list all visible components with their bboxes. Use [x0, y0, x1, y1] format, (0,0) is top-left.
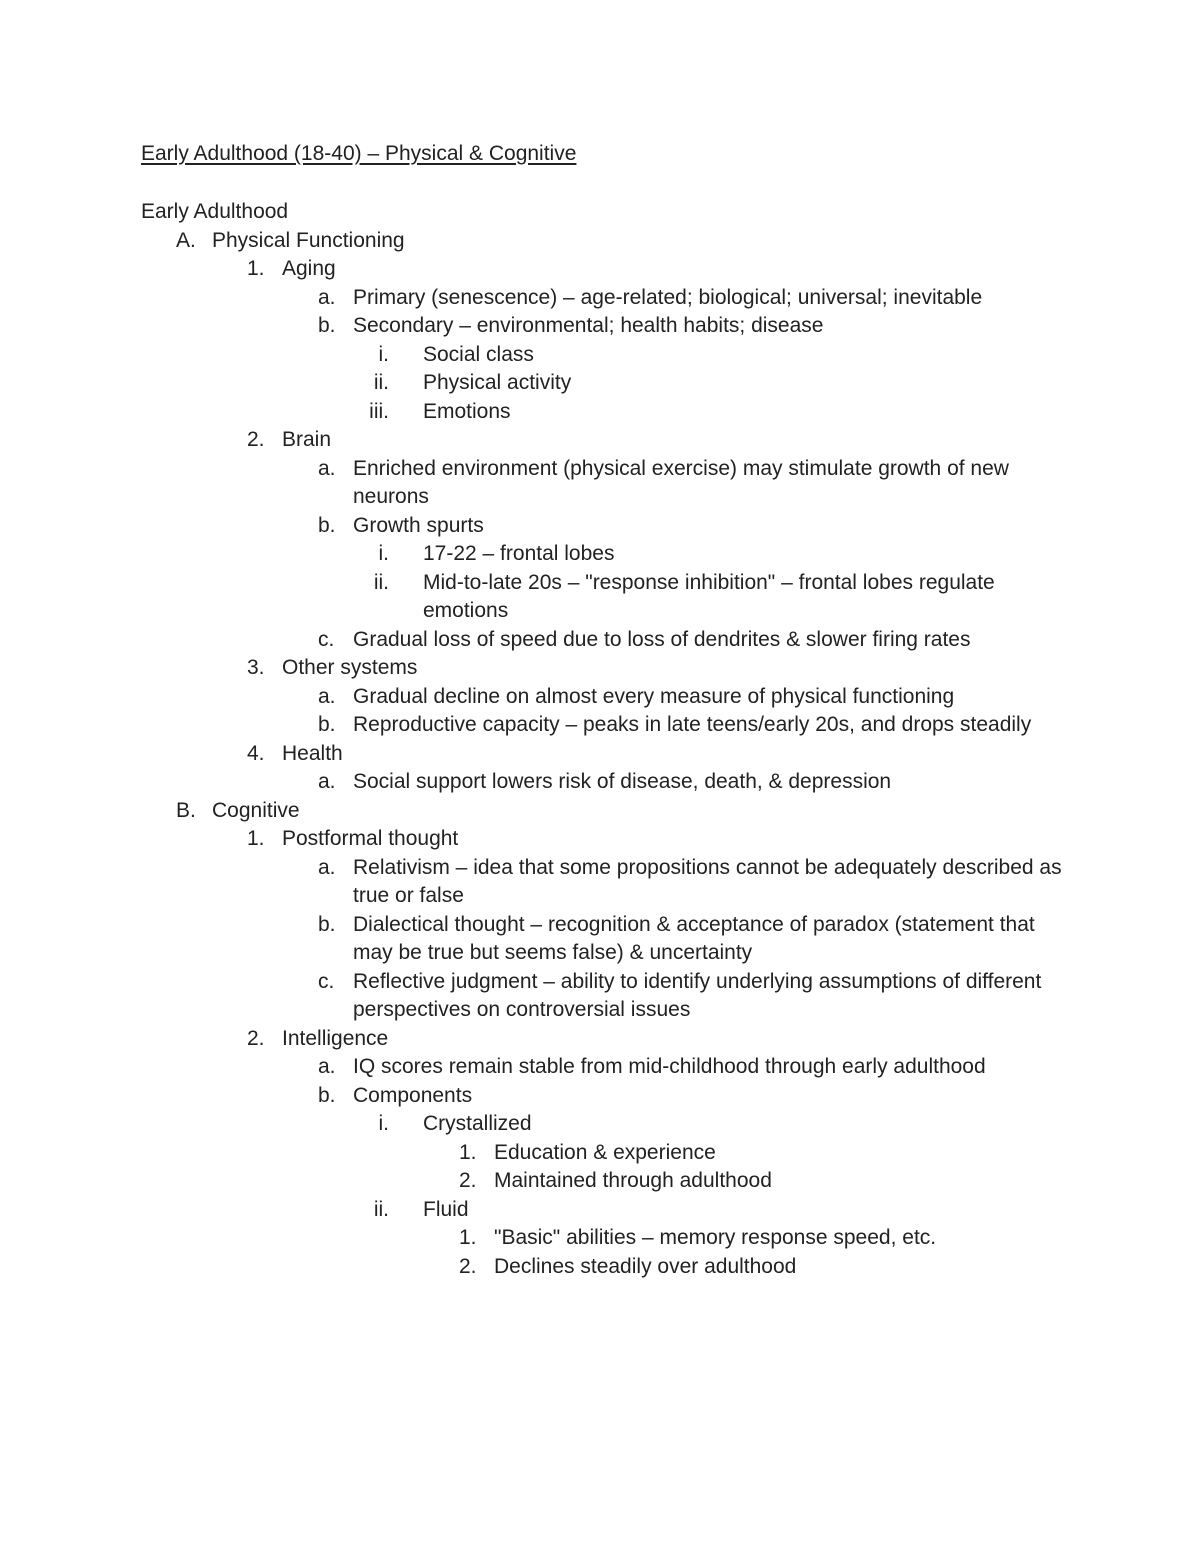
outline-item: [141, 1139, 1071, 1168]
outline-item-marker: 1.: [247, 257, 265, 280]
outline-item: [141, 512, 1071, 541]
outline-item-text: Declines steadily over adulthood: [494, 1254, 797, 1278]
outline-item: [141, 854, 1071, 911]
outline-item-marker: 3.: [247, 656, 265, 679]
outline-item-text: Early Adulthood: [141, 200, 289, 223]
outline-item-marker: a.: [318, 770, 336, 793]
outline-item-marker: 4.: [247, 741, 265, 765]
outline-item: [141, 768, 1071, 797]
outline-item-marker: ii.: [373, 570, 389, 594]
outline-item-marker: iii.: [369, 399, 389, 423]
outline-item: [141, 740, 1071, 769]
outline-item-text: Mid-to-late 20s – "response inhibition" – frontal lobes regulate emotions: [423, 570, 995, 622]
outline-item-text: Reproductive capacity – peaks in late teens/early 20s, and drops steadily: [353, 713, 1032, 736]
outline-item-text: Secondary – environmental; health habits; disease: [353, 314, 824, 337]
outline-item: [141, 626, 1071, 655]
outline-item-marker: a.: [318, 456, 336, 480]
outline-item-marker: a.: [318, 1055, 336, 1078]
outline-item: [141, 911, 1071, 968]
outline-item-marker: 2.: [459, 1254, 477, 1278]
outline-item-marker: i.: [378, 1112, 389, 1135]
outline-item: [141, 455, 1071, 512]
outline-item: [141, 198, 1071, 227]
outline-item-text: Crystallized: [423, 1112, 532, 1135]
outline-item: [141, 369, 1071, 398]
outline-item-text: Components: [353, 1083, 473, 1107]
outline-item-text: Other systems: [282, 656, 418, 679]
outline-item-marker: 2.: [247, 1026, 265, 1050]
outline-item-marker: i.: [378, 342, 389, 366]
outline-item-marker: 2.: [247, 428, 265, 451]
outline-item: [141, 1110, 1071, 1139]
outline-item: [141, 1025, 1071, 1054]
outline-item: [141, 398, 1071, 427]
outline-item-marker: 1.: [459, 1226, 477, 1249]
outline-item-text: Gradual decline on almost every measure of physical functioning: [353, 684, 955, 708]
outline-item-marker: c.: [318, 969, 335, 993]
outline-item: [141, 968, 1071, 1025]
outline-item-text: Fluid: [423, 1197, 469, 1221]
outline-item-text: Brain: [282, 428, 332, 451]
outline-item-text: Dialectical thought – recognition & acceptance of paradox (statement that may be true but seems false) & uncertainty: [353, 912, 1035, 964]
outline-item-text: Social support lowers risk of disease, death, & depression: [353, 770, 892, 793]
outline-item: [141, 1082, 1071, 1111]
outline-item-text: Cognitive: [212, 798, 300, 822]
outline-item: [141, 227, 1071, 256]
outline-item-text: Aging: [282, 257, 336, 280]
outline-item-text: IQ scores remain stable from mid-childhood through early adulthood: [353, 1055, 986, 1078]
outline-item: [141, 825, 1071, 854]
outline-item-text: Physical activity: [423, 371, 572, 394]
outline-item: [141, 284, 1071, 313]
outline-item: [141, 711, 1071, 740]
outline-item-marker: i.: [378, 542, 389, 565]
outline-item: [141, 255, 1071, 284]
outline-item: [141, 1253, 1071, 1282]
outline-item-marker: c.: [318, 627, 335, 651]
outline-item-text: Physical Functioning: [212, 228, 405, 252]
outline-item: [141, 312, 1071, 341]
outline-item-marker: B.: [176, 798, 196, 822]
outline-item-marker: a.: [318, 285, 336, 309]
outline-item: [141, 683, 1071, 712]
outline-item-text: Reflective judgment – ability to identify underlying assumptions of different perspectives on controversial issues: [353, 969, 1042, 1021]
outline-item-text: Relativism – idea that some propositions cannot be adequately described as true or false: [353, 855, 1062, 907]
outline-item-text: Primary (senescence) – age-related; biological; universal; inevitable: [353, 285, 983, 309]
outline-item-text: Health: [282, 741, 343, 765]
outline-item-text: "Basic" abilities – memory response speed, etc.: [494, 1226, 937, 1249]
outline-item-marker: a.: [318, 855, 336, 879]
outline-item-marker: b.: [318, 713, 336, 736]
outline-item-text: Education & experience: [494, 1140, 716, 1164]
outline-item: [141, 540, 1071, 569]
outline-item-text: Postformal thought: [282, 827, 459, 850]
outline-item-text: Intelligence: [282, 1026, 389, 1050]
outline-item-marker: b.: [318, 1083, 336, 1107]
page-title: Early Adulthood (18-40) – Physical & Cognitive: [141, 142, 577, 165]
outline-item-text: Gradual loss of speed due to loss of dendrites & slower firing rates: [353, 627, 971, 651]
outline-item: [141, 1053, 1071, 1082]
outline-item-marker: ii.: [373, 1197, 389, 1221]
outline-item: [141, 569, 1071, 626]
outline-item: [141, 1196, 1071, 1225]
outline-item-marker: a.: [318, 684, 336, 708]
outline-item-text: Growth spurts: [353, 513, 484, 537]
outline-item-marker: 1.: [459, 1140, 477, 1164]
outline-item-text: Maintained through adulthood: [494, 1169, 772, 1192]
outline-item-marker: b.: [318, 912, 336, 936]
outline-item-marker: 1.: [247, 827, 265, 850]
outline-item-marker: ii.: [373, 371, 389, 394]
outline-item-text: Emotions: [423, 399, 511, 423]
outline-item-text: Social class: [423, 342, 534, 366]
outline-item-marker: b.: [318, 513, 336, 537]
outline-item: [141, 654, 1071, 683]
outline-item: [141, 1224, 1071, 1253]
outline-item: [141, 797, 1071, 826]
outline-item: [141, 341, 1071, 370]
outline-item: [141, 426, 1071, 455]
outline-item-marker: b.: [318, 314, 336, 337]
outline-list: [141, 198, 1071, 1281]
outline-item-marker: 2.: [459, 1169, 477, 1192]
outline-item-marker: A.: [176, 228, 196, 252]
outline-item-text: 17-22 – frontal lobes: [423, 542, 615, 565]
outline-item: [141, 1167, 1071, 1196]
outline-item-text: Enriched environment (physical exercise) may stimulate growth of new neurons: [353, 456, 1009, 508]
